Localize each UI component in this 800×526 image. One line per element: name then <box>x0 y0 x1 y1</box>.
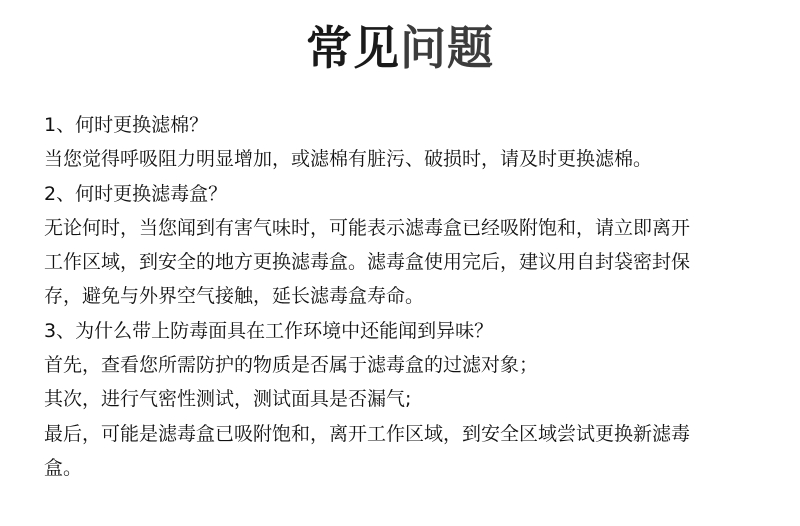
faq-answer-3-step-3-line-1: 最后，可能是滤毒盒已吸附饱和，离开工作区域，到安全区域尝试更换新滤毒 <box>44 422 691 445</box>
faq-answer-3-step-1: 首先，查看您所需防护的物质是否属于滤毒盒的过滤对象； <box>44 354 539 377</box>
faq-answer-1: 当您觉得呼吸阻力明显增加，或滤棉有脏污、破损时，请及时更换滤棉。 <box>44 148 653 171</box>
faq-answer-3-step-3-line-2: 盒。 <box>44 456 83 479</box>
page-title-part-2: 问题 <box>400 21 494 75</box>
page-title <box>0 14 800 82</box>
faq-question-3: 3、为什么带上防毒面具在工作环境中还能闻到异味？ <box>44 319 494 342</box>
page-title-part-1: 常见 <box>306 21 400 75</box>
faq-content <box>44 108 784 485</box>
faq-answer-2-line-3: 存，避免与外界空气接触，延长滤毒盒寿命。 <box>44 285 425 308</box>
faq-answer-2-line-2: 工作区域，到安全的地方更换滤毒盒。滤毒盒使用完后，建议用自封袋密封保 <box>44 251 691 274</box>
faq-question-2: 2、何时更换滤毒盒？ <box>44 182 228 205</box>
faq-answer-3-step-2: 其次，进行气密性测试，测试面具是否漏气; <box>44 388 412 411</box>
faq-question-1: 1、何时更换滤棉？ <box>44 114 209 136</box>
faq-answer-2-line-1: 无论何时，当您闻到有害气味时，可能表示滤毒盒已经吸附饱和，请立即离开 <box>44 216 691 239</box>
